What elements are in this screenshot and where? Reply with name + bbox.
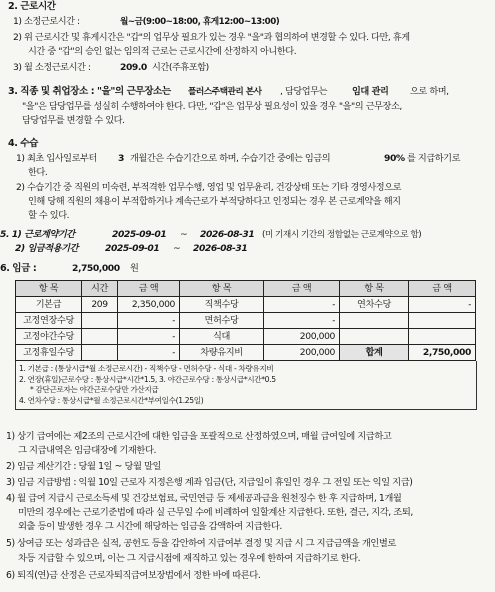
table-cell: 고정휴일수당: [16, 345, 82, 361]
section-4-title: 4. 수습: [8, 138, 38, 149]
table-cell: -: [409, 297, 476, 313]
table-row: [16, 297, 476, 313]
work-hours-value: 월~금(9:00~18:00, 휴게12:00~13:00): [120, 17, 280, 27]
wage-period-end: 2026-08-31: [193, 243, 248, 254]
work-hours-label: 1) 소정근로시간 :: [13, 16, 80, 27]
work-hours-clause-2b: 시간 중 "갑"의 승인 없는 임의적 근로는 근로시간에 산정하지 아니한다.: [28, 46, 297, 57]
wage-note-2b: * 감단근로자는 야간근로수당만 가산지급: [30, 385, 159, 394]
probation-months: 3: [118, 153, 124, 164]
probation-percent: 90%: [384, 153, 405, 164]
table-cell: -: [118, 313, 180, 329]
total-amount: 2,750,000: [409, 345, 476, 361]
work-hours-clause-2a: 2) 위 근로시간 및 휴게시간은 "갑"의 업무상 필요가 있는 경우 "을"과 협의하여 변경할 수 있다. 다만, 휴게: [13, 32, 410, 43]
table-cell: 직책수당: [180, 297, 264, 313]
table-cell: [340, 313, 409, 329]
monthly-hours-suffix: 시간(주휴포함): [152, 62, 209, 73]
table-cell: 면허수당: [180, 313, 264, 329]
table-cell: -: [264, 313, 340, 329]
term-4c: 외출 등이 발생한 경우 그 시간에 해당하는 임금을 감액하여 지급한다.: [18, 521, 282, 532]
header-amount-1: 금 액: [118, 281, 180, 297]
section-3-prefix: 3. 직종 및 취업장소 : "을"의 근무장소는: [8, 86, 171, 97]
term-3: 3) 임금 지급방법 : 익월 10일 근로자 지정은행 계좌 입금(단, 지급일이 휴일인 경우 그 전일 또는 익일 지급): [6, 477, 413, 488]
contract-period-end: 2026-08-31: [200, 229, 255, 240]
table-cell: 209: [82, 297, 118, 313]
contract-period-start: 2025-09-01: [112, 229, 167, 240]
wage-notes-box: [15, 361, 477, 410]
probation-clause-2c: 할 수 있다.: [28, 210, 70, 221]
wage-period-label: 2) 임금적용기간: [15, 243, 78, 254]
wage-unit: 원: [130, 263, 139, 274]
table-cell: 식대: [180, 329, 264, 345]
work-duty-value: 임대 관리: [352, 86, 389, 97]
work-place-suffix: 으로 하며,: [410, 86, 449, 97]
table-cell: 고정야간수당: [16, 329, 82, 345]
wage-table: [15, 280, 476, 361]
table-cell: 200,000: [264, 345, 340, 361]
wage-label: 6. 임금 :: [0, 263, 37, 274]
term-1a: 1) 상기 급여에는 제2조의 근로시간에 대한 임금을 포괄적으로 산정하였으며, 매월 급여일에 지급하고: [6, 431, 392, 442]
header-item-1: 항 목: [16, 281, 82, 297]
monthly-hours-label: 3) 월 소정근로시간 :: [13, 62, 91, 73]
table-cell: 기본급: [16, 297, 82, 313]
wage-table-header-row: [16, 281, 476, 297]
header-item-3: 항 목: [340, 281, 409, 297]
table-cell: 2,350,000: [118, 297, 180, 313]
monthly-hours-value: 209.0: [120, 62, 147, 73]
contract-period-tilde: ~: [180, 229, 188, 240]
term-5b: 차등 지급할 수 있으며, 이는 그 지급시점에 재직하고 있는 경우에 한하여 지급하기로 한다.: [18, 553, 361, 564]
term-5a: 5) 상여금 또는 성과급은 실적, 공헌도 등을 감안하여 지급여부 결정 및 지급 시 그 지급금액을 개인별로: [6, 538, 396, 549]
wage-note-2: 2. 연장(휴일)근로수당 : 통상시급*시간*1.5, 3. 야간근로수당 : 통상시급*시간*0.5: [19, 375, 276, 384]
probation-clause-2a: 2) 수습기간 중 직원의 미숙련, 부적격한 업무수행, 영업 및 업무윤리, 건강상태 또는 기타 경영사정으로: [16, 182, 402, 193]
table-row: [16, 313, 476, 329]
work-place-value: 플러스주택관리 본사: [188, 87, 262, 97]
term-6: 6) 퇴직(연)금 산정은 근로자퇴직급여보장법에서 정한 바에 따른다.: [6, 570, 261, 581]
table-cell: 연차수당: [340, 297, 409, 313]
term-1b: 그 지급내역은 임금대장에 기재한다.: [18, 445, 156, 456]
probation-mid: 개월간은 수습기간으로 하며, 수습기간 중에는 임금의: [130, 153, 331, 164]
contract-period-note: (미 기재시 기간의 정함없는 근로계약으로 함): [262, 230, 422, 240]
term-4b: 미만의 경우에는 근로기준법에 따라 실 근무일 수에 비례하여 일할계산 지급한다. 또한, 결근, 지각, 조퇴,: [18, 507, 413, 518]
table-cell: [409, 313, 476, 329]
wage-period-tilde: ~: [173, 243, 181, 254]
table-cell: [409, 329, 476, 345]
probation-clause-2b: 인해 당해 직원의 채용이 부적합하거나 계속근로가 부적당하다고 인정되는 경우 본 근로계약을 해지: [28, 196, 401, 207]
table-cell: -: [118, 329, 180, 345]
table-cell: -: [264, 297, 340, 313]
probation-prefix: 1) 최초 입사일로부터: [16, 153, 97, 164]
section-3-line-2: "을"은 담당업무를 성실히 수행하여야 한다. 다만, "갑"은 업무상 필요성이 있을 경우 "을"의 근무장소,: [22, 101, 402, 112]
table-cell: [82, 313, 118, 329]
header-hours: 시간: [82, 281, 118, 297]
wage-note-1: 1. 기본급 : (통상시급*월 소정근로시간) - 직책수당 - 면허수당 - 식대 - 차량유지비: [19, 364, 274, 373]
contract-period-label: 5. 1) 근로계약기간: [0, 229, 75, 240]
header-amount-3: 금 액: [409, 281, 476, 297]
table-cell: -: [118, 345, 180, 361]
table-row: [16, 345, 476, 361]
header-item-2: 항 목: [180, 281, 264, 297]
table-cell: 고정연장수당: [16, 313, 82, 329]
header-amount-2: 금 액: [264, 281, 340, 297]
table-cell: [340, 329, 409, 345]
table-row: [16, 329, 476, 345]
table-cell: 차량유지비: [180, 345, 264, 361]
table-cell: 200,000: [264, 329, 340, 345]
work-duty-label: , 담당업무는: [280, 86, 328, 97]
wage-amount: 2,750,000: [72, 263, 120, 274]
table-cell: [82, 329, 118, 345]
wage-period-start: 2025-09-01: [105, 243, 160, 254]
section-3-line-3: 담당업무를 변경할 수 있다.: [22, 115, 125, 126]
section-2-title: 2. 근로시간: [8, 1, 56, 12]
probation-suffix: 를 지급하기로: [407, 153, 461, 164]
probation-cont: 한다.: [28, 167, 48, 178]
term-4a: 4) 월 급여 지급시 근로소득세 및 건강보험료, 국민연금 등 제세공과금을 원천징수 한 후 지급하며, 1개월: [6, 493, 402, 504]
table-cell: [82, 345, 118, 361]
total-label: 합계: [340, 345, 409, 361]
term-2: 2) 임금 계산기간 : 당월 1일 ~ 당월 말일: [6, 461, 162, 472]
wage-note-3: 4. 연차수당 : 통상시급*월 소정근로시간*부여일수(1.25일): [19, 396, 204, 405]
